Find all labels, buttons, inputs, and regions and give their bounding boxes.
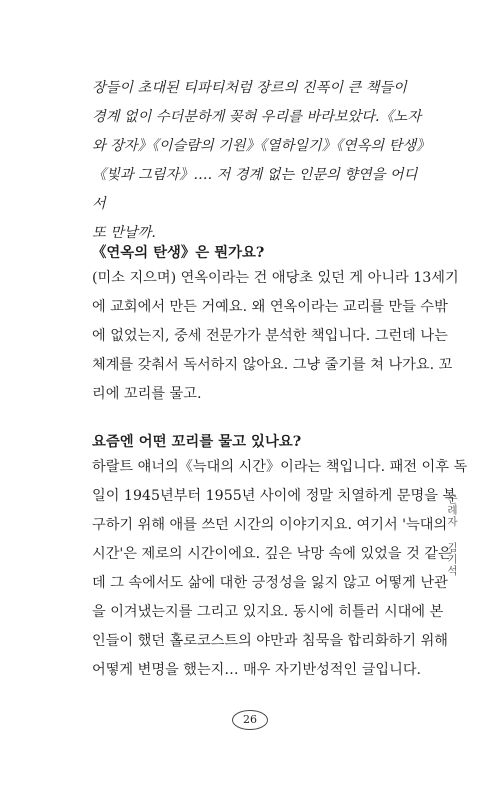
running-header-category: 순례자 [446,493,458,528]
answer-line: 리에 꼬리를 물고. [92,386,202,402]
page-number: 26 [232,710,268,730]
question-heading: 요즘엔 어떤 꼬리를 물고 있나요? [92,433,302,450]
answer-line: 하랄트 얘너의《늑대의 시간》이라는 책입니다. 패전 이후 독 [92,459,468,475]
answer-line: 체계를 갖춰서 독서하지 않아요. 그냥 줄기를 쳐 나가요. 꼬 [92,357,453,373]
question-heading: 《연옥의 탄생》은 뭔가요? [92,244,265,261]
running-header [442,493,460,586]
answer-line: 어떻게 변명을 했는지… 매우 자기반성적인 글입니다. [92,662,422,678]
answer-line: 을 이겨냈는지를 그리고 있지요. 동시에 히틀러 시대에 본 [92,604,444,620]
answer-line: 인들이 했던 홀로코스트의 야만과 침묵을 합리화하기 위해 [92,633,448,649]
quote-line: 와 장자》《이슬람의 기원》《열하일기》《연옥의 탄생》 [92,138,431,154]
answer-line: 일이 1945년부터 1955년 사이에 정말 치열하게 문명을 복 [92,488,457,504]
quote-line: 장들이 초대된 티파티처럼 장르의 진폭이 큰 책들이 [92,80,407,96]
answer-line: 시간'은 제로의 시간이에요. 깊은 낙망 속에 있었을 것 같은 [92,546,452,562]
answer-paragraph [92,264,459,409]
quote-line: 경계 없이 수더분하게 꽂혀 우리를 바라보았다.《노자 [92,109,422,125]
answer-line: (미소 지으며) 연옥이라는 건 애당초 있던 게 아니라 13세기 [92,270,459,286]
answer-line: 구하기 위해 애를 쓰던 시간의 이야기지요. 여기서 '늑대의 [92,517,448,533]
answer-line: 에 없었는지, 중세 전문가가 분석한 책입니다. 그런데 나는 [92,328,448,344]
answer-line: 데 그 속에서도 삶에 대한 긍정성을 잃지 않고 어떻게 난관 [92,575,448,591]
quote-passage [92,74,431,248]
quote-line: 또 만날까. [92,225,156,241]
running-header-name: 김기석 [446,541,458,577]
answer-line: 에 교회에서 만든 거예요. 왜 연옥이라는 교리를 만들 수밖 [92,299,448,315]
quote-line: 《빛과 그림자》…. 저 경계 없는 인문의 향연을 어디서 [92,167,418,212]
